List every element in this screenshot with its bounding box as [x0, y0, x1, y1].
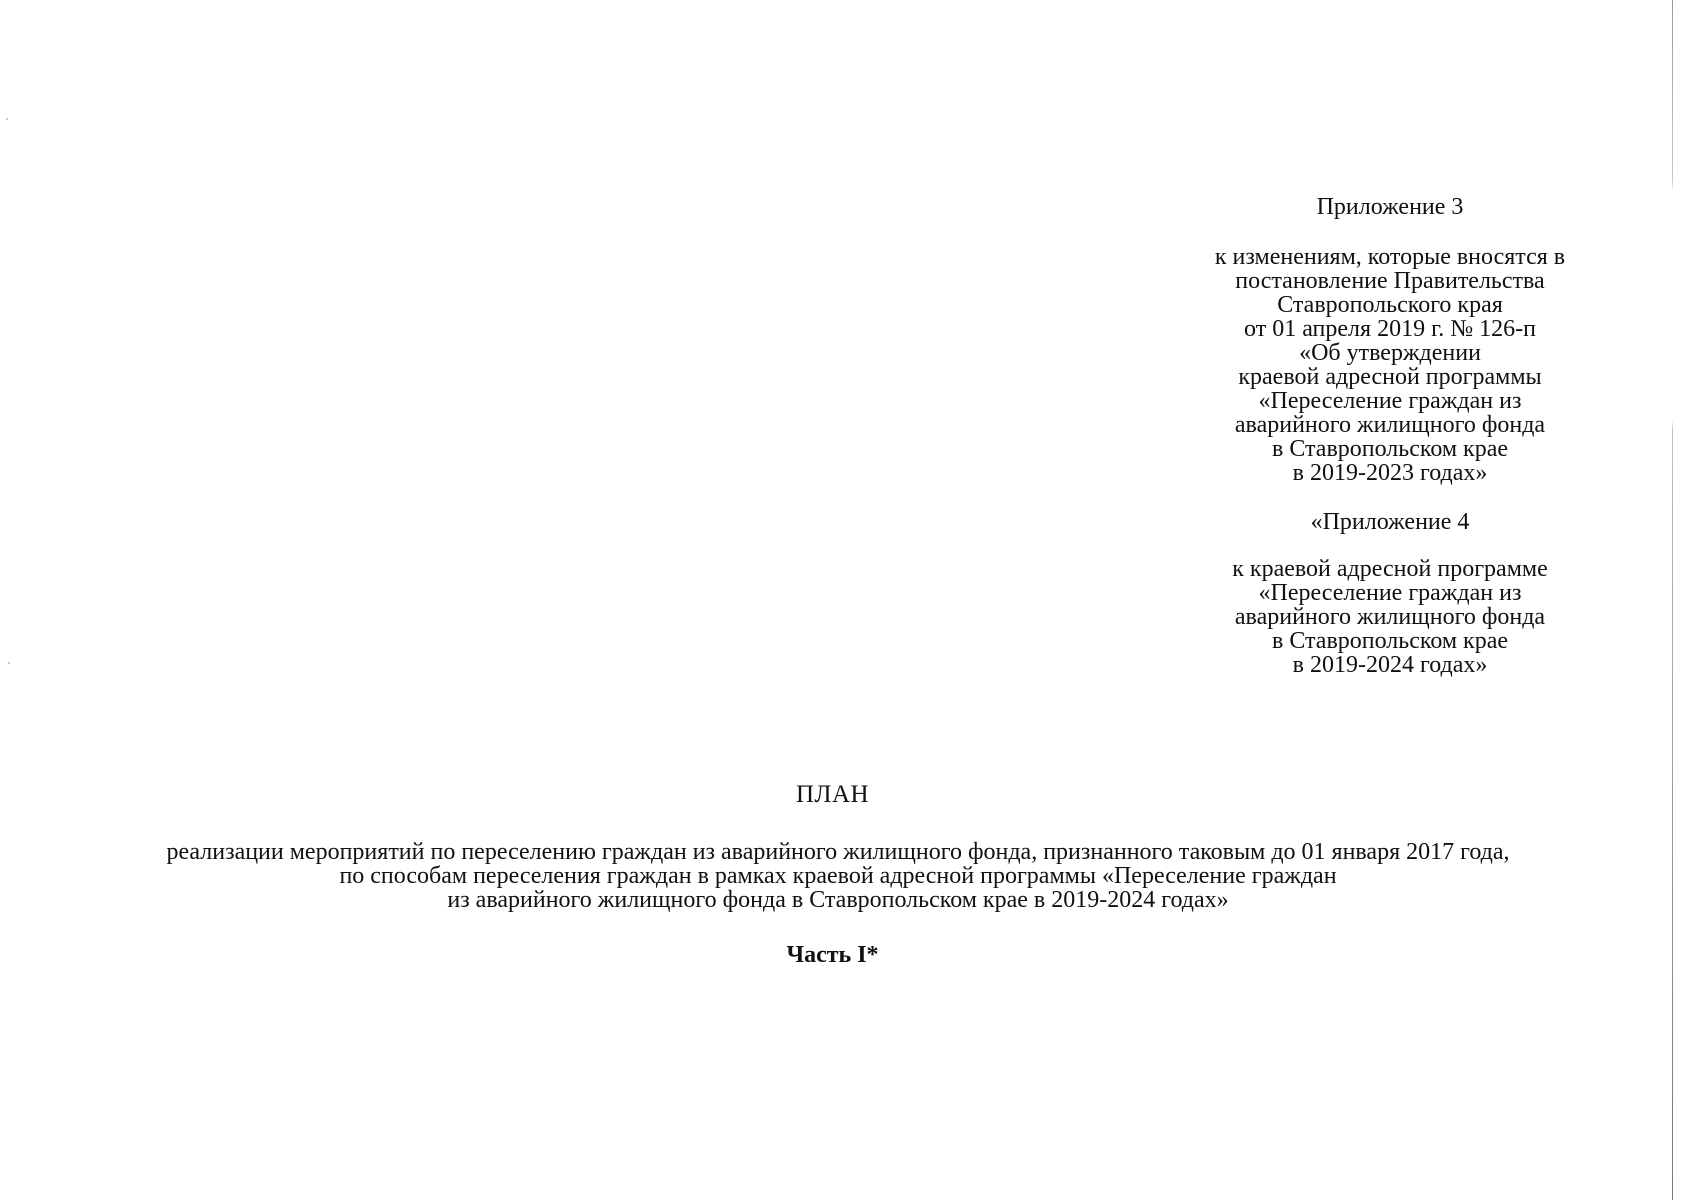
annex-program-line: «Переселение граждан из: [1258, 580, 1522, 606]
part-label: Часть I*: [786, 942, 879, 968]
annex-program-line: к краевой адресной программе: [1232, 556, 1548, 582]
scan-speck: [6, 118, 8, 120]
annex-title: Приложение 3: [1316, 194, 1464, 220]
annex-changes-line: аварийного жилищного фонда: [1234, 412, 1546, 438]
plan-subtitle-line: реализации мероприятий по переселению граждан из аварийного жилищного фонда, признанного таковым до 01 января 2017 года,: [166, 839, 1510, 865]
annex-changes-line: Ставропольского края: [1277, 292, 1503, 318]
annex-changes-line: краевой адресной программы: [1238, 364, 1542, 390]
annex-program-line: в Ставропольском крае: [1271, 628, 1509, 654]
plan-subtitle: [28, 840, 1648, 912]
annex-program-line: в 2019-2024 годах»: [1292, 652, 1488, 678]
annex-changes-line: в Ставропольском крае: [1271, 436, 1509, 462]
annex-program-block: [1140, 557, 1640, 677]
annex-changes-line: «Об утверждении: [1299, 340, 1481, 366]
annex-changes-block: [1140, 245, 1640, 485]
scan-speck: [8, 662, 10, 664]
annex-changes-line: к изменениям, которые вносятся в: [1214, 244, 1566, 270]
annex-changes-line: «Переселение граждан из: [1258, 388, 1522, 414]
annex-changes-line: постановление Правительства: [1235, 268, 1545, 294]
annex-changes-line: от 01 апреля 2019 г. № 126-п: [1244, 316, 1536, 342]
plan-title: ПЛАН: [795, 781, 870, 808]
plan-subtitle-line: из аварийного жилищного фонда в Ставропольском крае в 2019-2024 годах»: [447, 887, 1229, 913]
annex-program-line: аварийного жилищного фонда: [1234, 604, 1546, 630]
annex-changes-line: в 2019-2023 годах»: [1292, 460, 1488, 486]
scan-edge-line: [1672, 0, 1673, 1200]
plan-subtitle-line: по способам переселения граждан в рамках краевой адресной программы «Переселение граждан: [339, 863, 1337, 889]
previous-annex-title: «Приложение 4: [1310, 509, 1470, 535]
